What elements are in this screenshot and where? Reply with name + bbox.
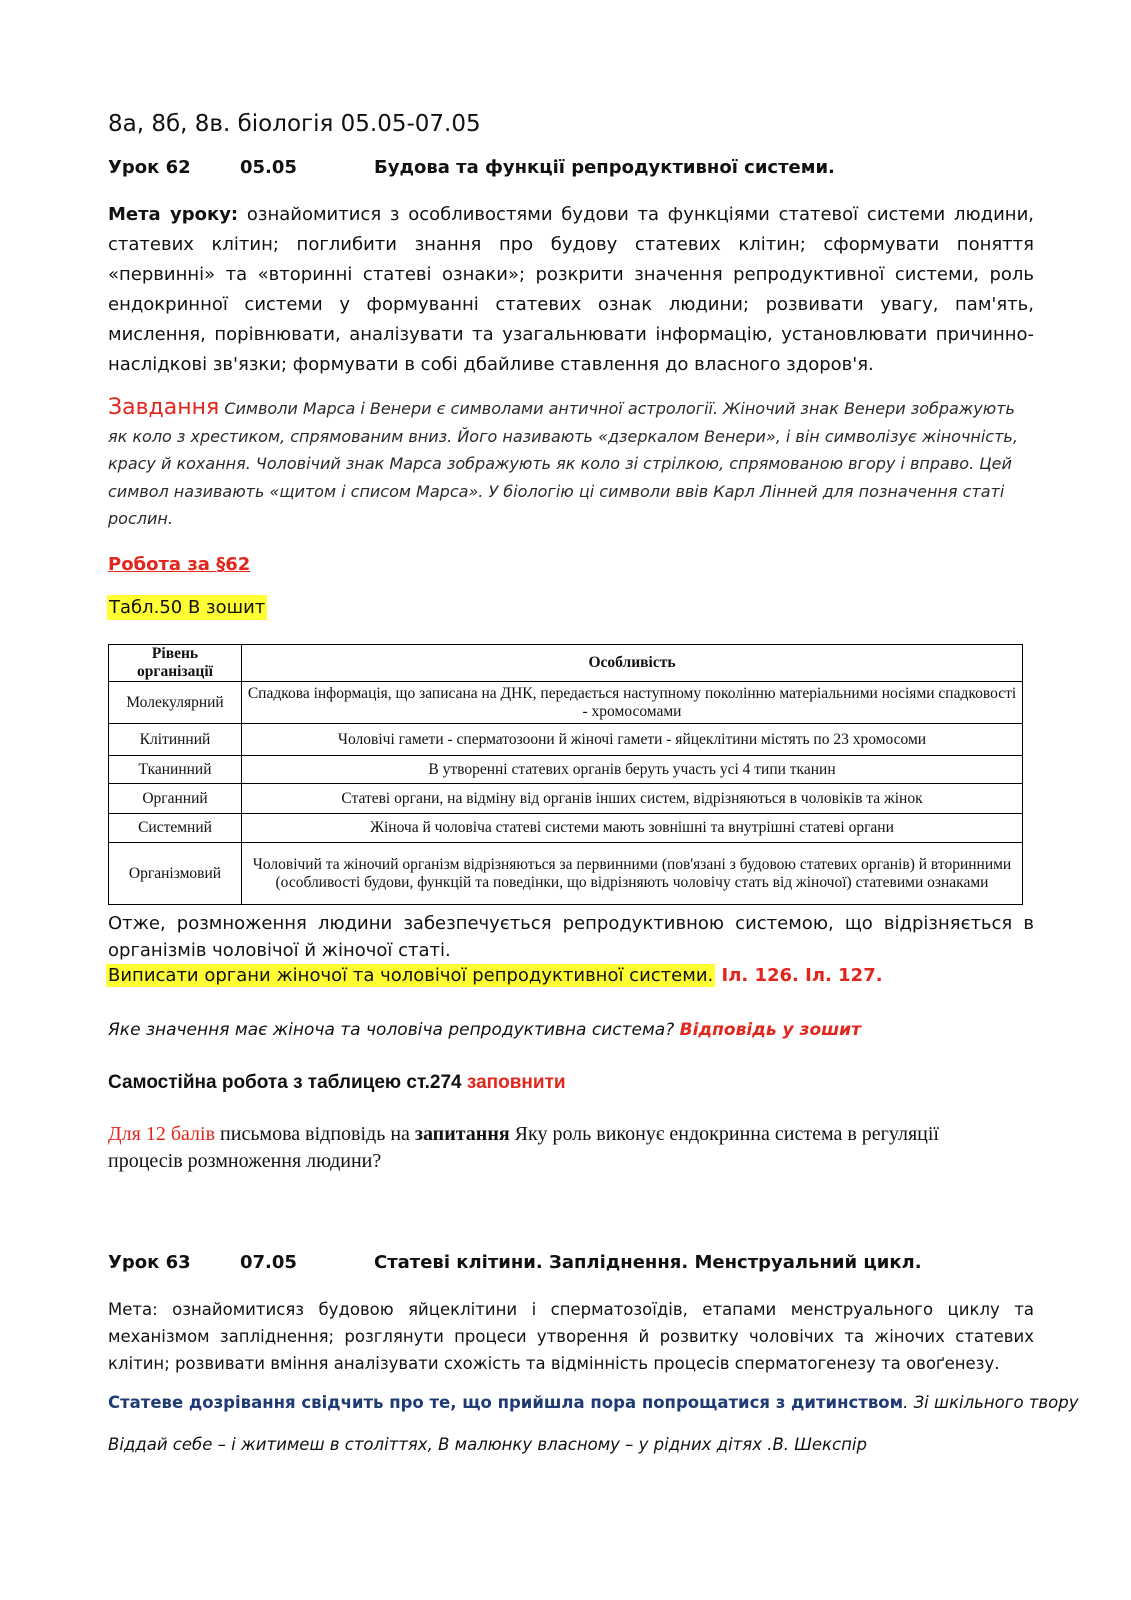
- work-paragraph-link[interactable]: Робота за §62: [108, 554, 251, 575]
- table-header-feature: Особливість: [242, 645, 1023, 682]
- table-row: [109, 756, 1023, 784]
- aim-text: ознайомитися з особливостями будови та функціями статевої системи людини, статевих клітин; поглибити знання про будову статевих клітин; сформувати поняття «первинні» та «вторинні статеві ознаки»; розкрити значення репродуктивної системи, роль ендокринної системи у формуванні статевих ознак людини; розвивати увагу, пам'ять, мислення, порівнювати, аналізувати та узагальнювати інформацію, установлювати причинно-наслідкові зв'язки; формувати в собі дбайливе ставлення до власного здоров'я.: [108, 204, 1034, 375]
- lesson-62-date: 05.05: [240, 157, 297, 178]
- lesson-63-topic: Статеві клітини. Запліднення. Менструальний цикл.: [374, 1252, 922, 1273]
- quote-school-source: . Зі шкільного твору: [903, 1393, 1079, 1412]
- table-cell-feature: Спадкова інформація, що записана на ДНК, передається наступному поколінню матеріальними носіями спадковості - хромосомами: [242, 682, 1023, 724]
- illustration-refs: Іл. 126. Іл. 127.: [715, 965, 883, 986]
- table-cell-level: Клітинний: [109, 724, 242, 756]
- table-row: [109, 784, 1023, 814]
- table-header-row: [109, 645, 1023, 682]
- table-cell-level: Органний: [109, 784, 242, 814]
- write-out-highlight: Виписати органи жіночої та чоловічої репродуктивної системи.: [108, 965, 714, 986]
- aim-label: Мета уроку:: [108, 204, 239, 225]
- task-label: Завдання: [108, 395, 220, 420]
- bonus-text: Яку роль виконує ендокринна система в регуляції процесів розмноження людини?: [108, 1123, 939, 1172]
- lesson-62-topic: Будова та функції репродуктивної системи.: [374, 157, 835, 178]
- table-cell-feature: Чоловічі гамети - сперматозоони й жіночі гамети - яйцеклітини містять по 23 хромосоми: [242, 724, 1023, 756]
- conclusion-text: Отже, розмноження людини забезпечується репродуктивною системою, що відрізняється в організмів чоловічої й жіночої статі.: [108, 913, 1034, 961]
- table-row: [109, 682, 1023, 724]
- table-cell-level: Молекулярний: [109, 682, 242, 724]
- quote-school-bold: Статеве дозрівання свідчить про те, що прийшла пора попрощатися з дитинством: [108, 1393, 904, 1412]
- table-label: Табл.50 В зошит: [109, 597, 266, 618]
- task-text: Символи Марса і Венери є символами античної астрології. Жіночий знак Венери зображують як коло з хрестиком, спрямованим вниз. Його називають «дзеркалом Венери», і він символізує жіночність, красу й кохання. Чоловічий знак Марса зображують як коло зі стрілкою, спрямованою вгору і вправо. Цей символ називають «щитом і списом Марса». У біологію ці символи ввів Карл Лінней для позначення статі рослин.: [108, 399, 1018, 528]
- answer-note: Відповідь у зошит: [679, 1020, 861, 1040]
- bonus-prefix: Для 12 балів: [108, 1123, 216, 1145]
- bonus-bold: запитання: [414, 1123, 510, 1145]
- table-row: [109, 724, 1023, 756]
- question-text: Яке значення має жіноча та чоловіча репродуктивна система?: [108, 1020, 680, 1040]
- table-row: [109, 814, 1023, 843]
- self-work-text: Самостійна робота з таблицею ст.274: [108, 1072, 467, 1093]
- lesson-63-aim: Мета: ознайомитисяз будовою яйцеклітини і сперматозоїдів, етапами менструального циклу та механізмом запліднення; розглянути процеси утворення й розвитку чоловічих та жіночих статевих клітин; розвивати вміння аналізувати схожість та відмінність процесів сперматогенезу та овоґенезу.: [108, 1300, 1034, 1373]
- question-line: [108, 1020, 861, 1040]
- bonus-middle: письмова відповідь на: [215, 1123, 415, 1145]
- lesson-62-aim: [108, 200, 1034, 380]
- table-cell-level: Тканинний: [109, 756, 242, 784]
- lesson-62-label: Урок 62: [108, 157, 191, 178]
- table-cell-feature: В утворенні статевих органів беруть участь усі 4 типи тканин: [242, 756, 1023, 784]
- lesson-63-label: Урок 63: [108, 1252, 191, 1273]
- table-header-level: Рівень організації: [109, 645, 242, 682]
- lesson-63-header: [0, 1252, 1131, 1278]
- table-cell-feature: Чоловічий та жіночий організм відрізняються за первинними (пов'язані з будовою статевих органів) й вторинними (особливості будови, функцій та поведінки, що відрізняють чоловічу стать від жіночої) статевими ознаками: [242, 843, 1023, 905]
- table-cell-level: Організмовий: [109, 843, 242, 905]
- self-work-heading: [108, 1072, 566, 1094]
- task-block: [108, 394, 1034, 533]
- write-out-instruction: [106, 965, 883, 986]
- self-work-action: заповнити: [466, 1072, 566, 1093]
- document-title: 8а, 8б, 8в. біологія 05.05-07.05: [108, 111, 481, 137]
- lesson-62-header: [0, 157, 1131, 183]
- table-cell-feature: Статеві органи, на відміну від органів інших систем, відрізняються в чоловіків та жінок: [242, 784, 1023, 814]
- bonus-task: [108, 1121, 968, 1175]
- table-cell-level: Системний: [109, 814, 242, 843]
- table-row: [109, 843, 1023, 905]
- quote-school: [108, 1393, 1078, 1412]
- lesson-63-date: 07.05: [240, 1252, 297, 1273]
- quote-shakespeare: Віддай себе – і житимеш в століттях, В малюнку власному – у рідних дітях .В. Шекспір: [108, 1435, 867, 1454]
- table-cell-feature: Жіноча й чоловіча статеві системи мають зовнішні та внутрішні статеві органи: [242, 814, 1023, 843]
- organization-levels-table: [108, 644, 1023, 905]
